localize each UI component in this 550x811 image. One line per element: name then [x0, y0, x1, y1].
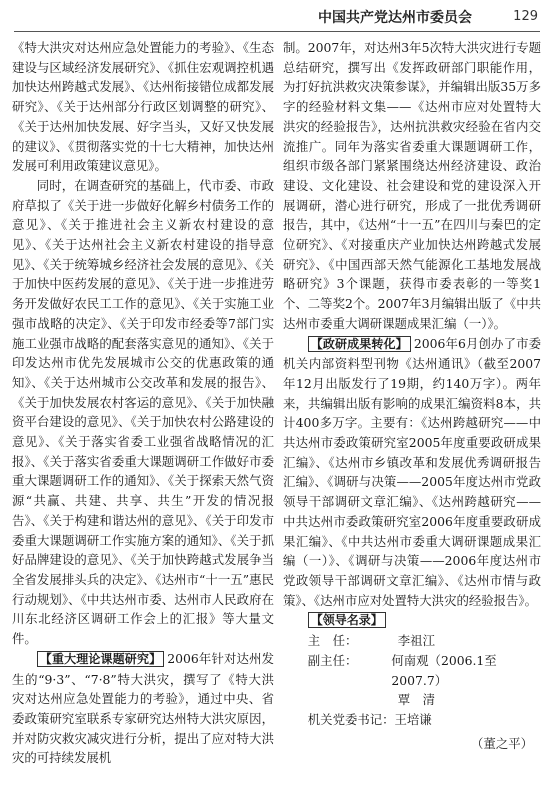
right-paragraph-1: 制。2007年，对达州3年5次特大洪灾进行专题总结研究，撰写出《发挥政研部门职能作用，为打好抗洪救灾决策参谋》，并编辑出版35万多字的经验材料文集——《达州市应对处置特大洪灾的经验报告》，达州抗洪救灾经验在省内交流推广。同年为落实省委重大课题调研工作，组织市级各部门紧紧围绕达州经济建设、政治建设、文化建设、社会建设和党的建设深入开展调研，潜心进行研究，形成了一批优秀调研报告，其中，《达州“十一五”在四川与秦巴的定位研究》、《对接重庆产业加快达州跨越式发展研究》、《中国西部天然气能源化工基地发展战略研究》3个课题，获得市委表彰的一等奖1个、二等奖2个。2007年3月编辑出版了《中共达州市委重大调研课题成果汇编（一）》。 [283, 40, 541, 331]
right-paragraph-2 [283, 334, 541, 611]
leader-row-deputy-2 [283, 690, 541, 710]
section-text-theory-research: 2006年针对达州发生的“9·3”、“7·8”特大洪灾，撰写了《特大洪灾对达州应急处置能力的考验》，通过中央、省委政策研究室联系专家研究达州特大洪灾原因，并对防灾救灾减灾进行分析，提出了应对特大洪灾的可持续发展机 [12, 650, 274, 766]
page-header [0, 0, 550, 34]
leader-row-deputy [283, 651, 541, 690]
left-paragraph-2: 同时，在调查研究的基础上，代市委、市政府草拟了《关于进一步做好化解乡村债务工作的意见》、《关于推进社会主义新农村建设的意见》、《关于达州社会主义新农村建设的指导意见》、《关于统筹城乡经济社会发展的意见》、《关于加快中医药发展的意见》、《关于进一步推进劳务开发做好农民工工作的意见》、《关于实施工业强市战略的决定》、《关于印发市经委等7部门实施工业强市战略的配套落实意见的通知》、《关于印发达州市优先发展城市公交的优惠政策的通知》、《关于达州城市公交改革和发展的报告》、《关于加快发展农村客运的意见》、《关于加快融资平台建设的意见》、《关于加快农村公路建设的意见》、《关于落实省委工业强省战略情况的汇报》、《关于落实省委重大课题调研工作做好市委重大课题调研工作的通知》、《关于探索天然气资源“共赢、共建、共享、共生”开发的情况报告》、《关于构建和谐达州的意见》、《关于印发市委重大课题调研工作实施方案的通知》、《关于抓好品牌建设的意见》、《关于加快跨越式发展争当全省发展排头兵的决定》、《达州市“十一五”惠民行动规划》、《中共达州市委、达州市人民政府在川东北经济区调研工作会上的汇报》等大量文件。 [12, 177, 274, 647]
left-paragraph-1: 《特大洪灾对达州应急处置能力的考验》、《生态建设与区域经济发展研究》、《抓住宏观调控机遇加快达州跨越式发展》、《达州衔接错位成都发展研究》、《关于达州部分行政区划调整的研究》、《关于达州加快发展、好字当头，又好又快发展的建议》、《贯彻落实党的十七大精神，加快达州发展可利用政策建议意见》。 [12, 40, 274, 174]
leader-row-secretary [283, 710, 541, 730]
section-heading-theory-research: 【重大理论课题研究】 [37, 651, 164, 667]
right-column [283, 38, 541, 753]
leader-role: 主 任： [307, 633, 358, 649]
running-title: 中国共产党达州市委员会 [318, 10, 472, 26]
author-signature: （董之平） [471, 735, 533, 751]
leader-name: 覃 清 [397, 692, 435, 708]
leader-list [283, 631, 541, 730]
left-column [12, 38, 274, 768]
section-text-results: 2006年6月创办了市委机关内部资料型刊物《达州通讯》（截至2007年12月出版发行了19期，约140万字）。两年来，共编辑出版有影响的成果汇编资料8本，共计400多万字。主要有：《达州跨越研究——中共达州市委政策研究室2005年度重要政研成果汇编》、《达州市乡镇改革和发展优秀调研报告汇编》、《调研与决策——2005年度达州市党政领导干部调研文章汇编》、《达州跨越研究——中共达州市委政策研究室2006年度重要政研成果汇编》、《中共达州市委重大调研课题成果汇编（一）》、《调研与决策——2006年度达州市党政领导干部调研文章汇编》、《达州市情与政策》、《达州市应对处置特大洪灾的经验报告》。 [283, 335, 541, 608]
leader-role: 副主任： [307, 652, 358, 668]
section-heading-results: 【政研成果转化】 [308, 336, 411, 352]
leader-name: 王培谦 [394, 711, 432, 727]
leader-name: 李祖江 [397, 633, 435, 649]
leader-row-director [283, 631, 541, 651]
right-paragraph-3 [283, 610, 541, 631]
left-paragraph-3 [12, 649, 274, 768]
leader-name: 何南观（2006.1至2007.7） [391, 652, 497, 688]
leader-role-spacer [283, 690, 398, 710]
section-heading-leaders: 【领导名录】 [308, 612, 386, 628]
leader-role: 机关党委书记： [307, 711, 395, 727]
page-number: 129 [513, 9, 538, 24]
header-rule [14, 31, 540, 32]
